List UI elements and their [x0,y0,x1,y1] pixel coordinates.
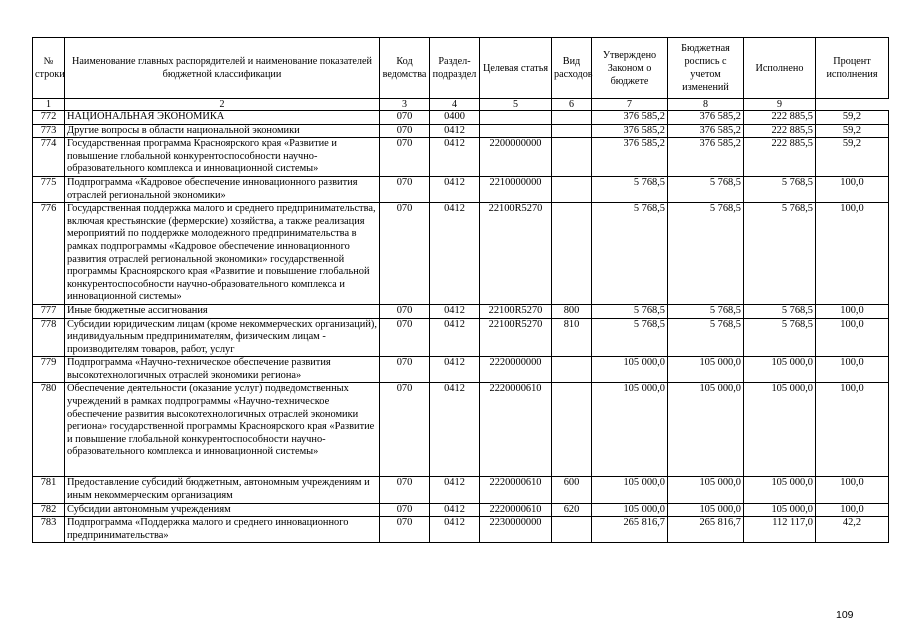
header-expense: Вид расходов [552,38,592,99]
row-expense: 800 [552,304,592,318]
row-section: 0412 [430,383,480,477]
row-name: Обеспечение деятельности (оказание услуг) подведомственных учреждений в рамках подпрограммы «Научно-техническое обеспечение развития высокотехнологичных отраслей экономики региона» государственной программы Красноярского края «Развитие и повышение глобальной конкурентоспособности научно-образовательного комплекса и инновационной системы» [65,383,380,477]
row-percent: 100,0 [816,176,889,202]
row-code: 070 [380,503,430,517]
row-code: 070 [380,304,430,318]
row-approved: 105 000,0 [592,357,668,383]
row-percent: 100,0 [816,477,889,503]
row-approved: 5 768,5 [592,304,668,318]
column-number: 8 [668,99,744,111]
row-listing: 105 000,0 [668,503,744,517]
row-expense [552,176,592,202]
table-row [33,357,889,383]
column-number: 4 [430,99,480,111]
row-listing: 105 000,0 [668,383,744,477]
row-expense: 810 [552,318,592,357]
row-name: Государственная поддержка малого и среднего предпринимательства, включая крестьянские (фермерские) хозяйства, а также реализация мероприятий по поддержке молодежного предпринимательства в рамках подпрограммы «Кадровое обеспечение инновационного развития отраслей региональной экономики» государственной программы Красноярского края «Развитие и повышение глобальной конкурентоспособности научно-образовательного комплекса и инновационной системы» [65,203,380,305]
budget-table [32,37,889,543]
row-section: 0412 [430,304,480,318]
row-number: 783 [33,517,65,543]
row-code: 070 [380,138,430,177]
row-number: 781 [33,477,65,503]
row-name: Подпрограмма «Кадровое обеспечение инновационного развития отраслей региональной экономики» [65,176,380,202]
row-article [480,124,552,138]
row-approved: 376 585,2 [592,111,668,125]
header-name: Наименование главных распорядителей и наименование показателей бюджетной классификации [65,38,380,99]
row-percent: 100,0 [816,383,889,477]
row-expense: 600 [552,477,592,503]
row-section: 0412 [430,138,480,177]
row-number: 779 [33,357,65,383]
row-article: 2220000000 [480,357,552,383]
row-article: 2210000000 [480,176,552,202]
row-article: 2220000610 [480,477,552,503]
row-executed: 222 885,5 [744,111,816,125]
row-code: 070 [380,318,430,357]
header-section: Раздел-подраздел [430,38,480,99]
row-listing: 5 768,5 [668,176,744,202]
row-number: 776 [33,203,65,305]
row-expense [552,383,592,477]
row-code: 070 [380,203,430,305]
row-percent: 100,0 [816,203,889,305]
row-name: Субсидии юридическим лицам (кроме некоммерческих организаций), индивидуальным предпринимателям, физическим лицам - производителям товаров, работ, услуг [65,318,380,357]
row-number: 778 [33,318,65,357]
row-approved: 265 816,7 [592,517,668,543]
row-article [480,111,552,125]
row-percent: 59,2 [816,124,889,138]
row-code: 070 [380,477,430,503]
table-row [33,477,889,503]
row-article: 2220000610 [480,503,552,517]
row-section: 0412 [430,517,480,543]
table-row [33,203,889,305]
row-code: 070 [380,124,430,138]
row-code: 070 [380,517,430,543]
row-executed: 105 000,0 [744,503,816,517]
row-approved: 5 768,5 [592,318,668,357]
row-code: 070 [380,383,430,477]
row-executed: 222 885,5 [744,138,816,177]
row-number: 782 [33,503,65,517]
row-name: Подпрограмма «Поддержка малого и среднего инновационного предпринимательства» [65,517,380,543]
header-code: Код ведомства [380,38,430,99]
row-name: Государственная программа Красноярского края «Развитие и повышение глобальной конкурентоспособности научно-образовательного комплекса и инновационной системы» [65,138,380,177]
row-approved: 105 000,0 [592,383,668,477]
row-listing: 265 816,7 [668,517,744,543]
table-row [33,138,889,177]
column-number: 7 [592,99,668,111]
row-name: Иные бюджетные ассигнования [65,304,380,318]
row-name: НАЦИОНАЛЬНАЯ ЭКОНОМИКА [65,111,380,125]
row-number: 777 [33,304,65,318]
row-approved: 5 768,5 [592,203,668,305]
row-executed: 5 768,5 [744,304,816,318]
row-approved: 105 000,0 [592,503,668,517]
row-section: 0412 [430,357,480,383]
row-listing: 376 585,2 [668,111,744,125]
table-row [33,383,889,477]
row-executed: 105 000,0 [744,357,816,383]
column-number: 3 [380,99,430,111]
row-name: Субсидии автономным учреждениям [65,503,380,517]
row-listing: 105 000,0 [668,477,744,503]
row-section: 0412 [430,203,480,305]
row-percent: 59,2 [816,111,889,125]
row-percent: 100,0 [816,357,889,383]
row-name: Предоставление субсидий бюджетным, автономным учреждениям и иным некоммерческим организациям [65,477,380,503]
row-percent: 100,0 [816,503,889,517]
row-executed: 112 117,0 [744,517,816,543]
row-section: 0412 [430,176,480,202]
table-row [33,503,889,517]
row-number: 774 [33,138,65,177]
row-executed: 5 768,5 [744,176,816,202]
row-approved: 376 585,2 [592,138,668,177]
header-percent: Процент исполнения [816,38,889,99]
row-approved: 5 768,5 [592,176,668,202]
row-listing: 5 768,5 [668,318,744,357]
row-code: 070 [380,176,430,202]
row-number: 775 [33,176,65,202]
row-executed: 5 768,5 [744,318,816,357]
row-listing: 105 000,0 [668,357,744,383]
header-article: Целевая статья [480,38,552,99]
column-number: 1 [33,99,65,111]
table-row [33,176,889,202]
row-article: 22100R5270 [480,318,552,357]
row-section: 0412 [430,503,480,517]
row-listing: 376 585,2 [668,124,744,138]
row-executed: 105 000,0 [744,383,816,477]
table-body [33,111,889,543]
row-expense [552,357,592,383]
table-row [33,318,889,357]
row-expense [552,138,592,177]
row-article: 2220000610 [480,383,552,477]
row-expense [552,203,592,305]
row-section: 0412 [430,318,480,357]
header-listing: Бюджетная роспись с учетом изменений [668,38,744,99]
row-expense [552,517,592,543]
row-expense: 620 [552,503,592,517]
row-executed: 105 000,0 [744,477,816,503]
row-percent: 59,2 [816,138,889,177]
row-approved: 376 585,2 [592,124,668,138]
row-expense [552,124,592,138]
row-approved: 105 000,0 [592,477,668,503]
row-number: 773 [33,124,65,138]
column-number: 5 [480,99,552,111]
row-executed: 222 885,5 [744,124,816,138]
table-row [33,304,889,318]
row-article: 2230000000 [480,517,552,543]
column-number: 6 [552,99,592,111]
row-code: 070 [380,357,430,383]
row-number: 772 [33,111,65,125]
row-article: 22100R5270 [480,203,552,305]
page-number: 109 [836,609,854,621]
row-section: 0412 [430,477,480,503]
row-section: 0400 [430,111,480,125]
row-listing: 5 768,5 [668,203,744,305]
header-row [33,38,889,99]
column-number: 2 [65,99,380,111]
row-section: 0412 [430,124,480,138]
column-number: 9 [744,99,816,111]
row-code: 070 [380,111,430,125]
row-article: 22100R5270 [480,304,552,318]
row-name: Другие вопросы в области национальной экономики [65,124,380,138]
table-row [33,111,889,125]
row-listing: 5 768,5 [668,304,744,318]
row-expense [552,111,592,125]
row-listing: 376 585,2 [668,138,744,177]
table-row [33,124,889,138]
row-percent: 42,2 [816,517,889,543]
column-numbers-row [33,99,889,111]
row-name: Подпрограмма «Научно-техническое обеспечение развития высокотехнологичных отраслей экономики региона» [65,357,380,383]
row-percent: 100,0 [816,304,889,318]
row-article: 2200000000 [480,138,552,177]
table-row [33,517,889,543]
row-executed: 5 768,5 [744,203,816,305]
header-num: № строки [33,38,65,99]
header-approved: Утверждено Законом о бюджете [592,38,668,99]
row-number: 780 [33,383,65,477]
header-executed: Исполнено [744,38,816,99]
row-percent: 100,0 [816,318,889,357]
